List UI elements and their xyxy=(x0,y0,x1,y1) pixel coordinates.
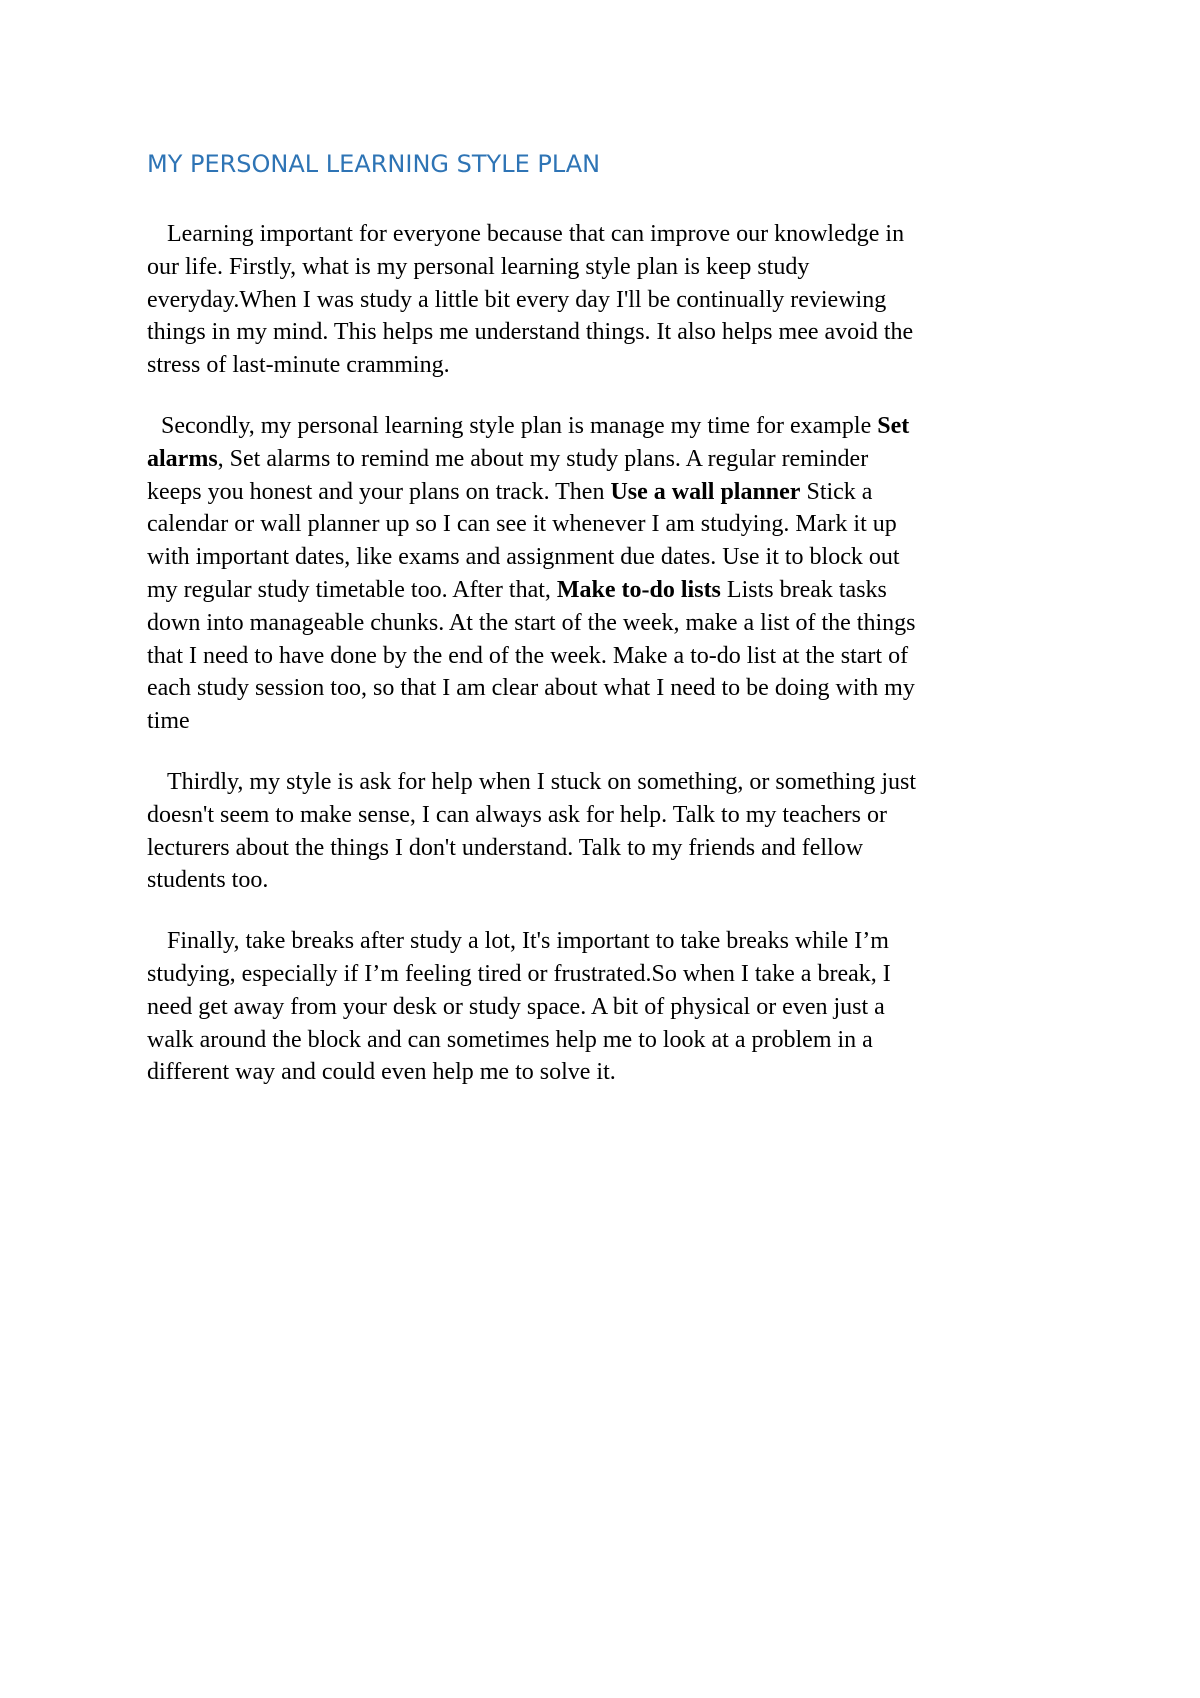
bold-text-run: Use a wall planner xyxy=(610,478,801,505)
text-run: lecturers about the things I don't understand. Talk to my friends and fellow xyxy=(147,834,864,861)
text-run: Stick a xyxy=(800,478,873,505)
text-run: our life. Firstly, what is my personal learning style plan is keep study xyxy=(147,253,810,280)
paragraph-line xyxy=(147,991,1067,1024)
text-run: things in my mind. This helps me understand things. It also helps mee avoid the xyxy=(147,319,914,346)
text-run: Thirdly, my style is ask for help when I stuck on something, or something just xyxy=(167,768,917,795)
bold-text-run: Set xyxy=(877,412,910,439)
paragraph-line xyxy=(147,640,1067,673)
text-run: doesn't seem to make sense, I can always ask for help. Talk to my teachers or xyxy=(147,801,887,828)
paragraph-line xyxy=(147,251,1067,284)
paragraph-3 xyxy=(147,766,1067,897)
paragraph-line xyxy=(147,1056,1067,1089)
paragraph-line xyxy=(147,284,1067,317)
text-run: , Set alarms to remind me about my study plans. A regular reminder xyxy=(217,445,869,472)
text-run: time xyxy=(147,708,190,735)
paragraph-line xyxy=(147,476,1067,509)
text-run: Learning important for everyone because that can improve our knowledge in xyxy=(167,221,905,247)
paragraph-line xyxy=(147,508,1067,541)
paragraph-4 xyxy=(147,925,1067,1089)
paragraph-line xyxy=(147,349,1067,382)
text-run: need get away from your desk or study space. A bit of physical or even just a xyxy=(147,993,885,1020)
paragraph-line xyxy=(147,864,1067,897)
text-run: my regular study timetable too. After that, xyxy=(147,576,557,603)
text-run: students too. xyxy=(147,867,269,894)
paragraph-line xyxy=(147,607,1067,640)
text-run: down into manageable chunks. At the start of the week, make a list of the things xyxy=(147,609,916,636)
paragraph-line xyxy=(147,799,1067,832)
paragraph-line xyxy=(147,958,1067,991)
text-run: walk around the block and can sometimes help me to look at a problem in a xyxy=(147,1026,873,1053)
text-run: with important dates, like exams and assignment due dates. Use it to block out xyxy=(147,544,900,571)
paragraph-line xyxy=(147,574,1067,607)
text-run: that I need to have done by the end of the week. Make a to-do list at the start of xyxy=(147,642,909,669)
bold-text-run: alarms xyxy=(147,445,218,472)
paragraph-line xyxy=(147,832,1067,865)
paragraph-line xyxy=(147,316,1067,349)
text-run: everyday.When I was study a little bit every day I'll be continually reviewing xyxy=(147,286,887,313)
text-run: keeps you honest and your plans on track. Then xyxy=(147,478,611,505)
paragraph-line xyxy=(147,443,1067,476)
text-run: Finally, take breaks after study a lot, It's important to take breaks while I’m xyxy=(167,928,889,955)
text-run: stress of last-minute cramming. xyxy=(147,352,450,379)
paragraph-line xyxy=(147,410,1067,443)
document-title: MY PERSONAL LEARNING STYLE PLAN xyxy=(147,150,601,178)
text-run: each study session too, so that I am clear about what I need to be doing with my xyxy=(147,675,915,702)
text-run: studying, especially if I’m feeling tired or frustrated.So when I take a break, I xyxy=(147,960,891,987)
paragraph-line xyxy=(147,218,1067,251)
text-run: Lists break tasks xyxy=(720,576,887,603)
text-run: Secondly, my personal learning style plan is manage my time for example xyxy=(161,412,878,439)
paragraph-1 xyxy=(147,218,1067,382)
paragraph-2 xyxy=(147,410,1067,738)
paragraph-line xyxy=(147,766,1067,799)
paragraph-line xyxy=(147,541,1067,574)
bold-text-run: Make to-do lists xyxy=(556,576,721,603)
paragraph-line xyxy=(147,1024,1067,1057)
paragraph-line xyxy=(147,672,1067,705)
document-body xyxy=(147,218,1067,1117)
paragraph-line xyxy=(147,925,1067,958)
text-run: calendar or wall planner up so I can see it whenever I am studying. Mark it up xyxy=(147,511,897,538)
paragraph-line xyxy=(147,705,1067,738)
text-run: different way and could even help me to solve it. xyxy=(147,1059,616,1086)
